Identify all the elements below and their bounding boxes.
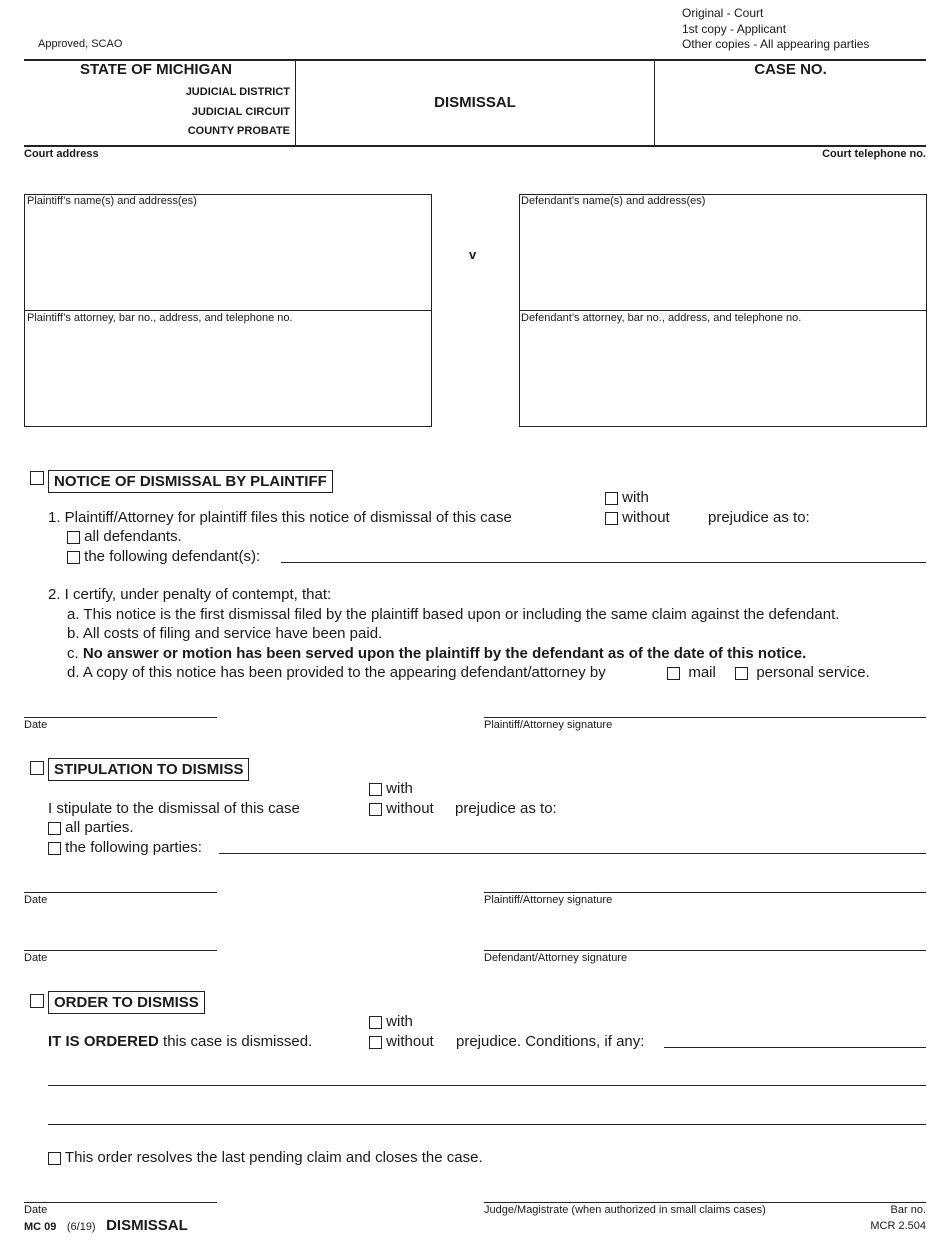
without-checkbox[interactable]: [605, 512, 618, 525]
order-prejudice-label: prejudice. Conditions, if any:: [456, 1033, 645, 1050]
order-checkbox[interactable]: [30, 994, 44, 1008]
certify-b: [67, 625, 382, 642]
court-type: COUNTY PROBATE: [187, 125, 290, 137]
following-defendants-field[interactable]: [281, 562, 926, 563]
following-parties-label: the following parties:: [65, 839, 202, 856]
notice-section-title: NOTICE OF DISMISSAL BY PLAINTIFF: [48, 470, 333, 493]
stip-plaintiff-signature-label: Plaintiff/Attorney signature: [484, 894, 613, 906]
notice-date-label: Date: [24, 719, 48, 731]
copy-distribution: [682, 6, 869, 53]
court-type-list: [100, 83, 290, 142]
form-title: DISMISSAL: [434, 94, 516, 111]
defendant-box-divider: [519, 310, 927, 311]
letter-b: b.: [67, 625, 80, 642]
with-checkbox[interactable]: [369, 783, 382, 796]
stipulation-text: I stipulate to the dismissal of this case: [48, 800, 300, 817]
certify-d: [67, 664, 606, 681]
stip-plaintiff-signature-field[interactable]: [484, 892, 926, 893]
notice-checkbox[interactable]: [30, 471, 44, 485]
notice-with-option[interactable]: [605, 489, 649, 506]
with-checkbox[interactable]: [605, 492, 618, 505]
closes-case-checkbox[interactable]: [48, 1152, 61, 1165]
certify-a: [67, 606, 839, 623]
order-with-option[interactable]: [369, 1013, 413, 1030]
stip-date-field-1[interactable]: [24, 892, 217, 893]
order-date-label: Date: [24, 1204, 48, 1216]
judge-signature-label: Judge/Magistrate (when authorized in small claims cases): [484, 1204, 766, 1216]
court-address-label: Court address: [24, 148, 99, 160]
order-without-option[interactable]: [369, 1033, 434, 1050]
stip-defendant-signature-label: Defendant/Attorney signature: [484, 952, 628, 964]
all-parties-checkbox[interactable]: [48, 822, 61, 835]
judge-signature-field[interactable]: [484, 1202, 926, 1203]
case-no-label: CASE NO.: [754, 61, 827, 78]
letter-c: c.: [67, 645, 79, 662]
plaintiff-name-label: Plaintiff’s name(s) and address(es): [27, 195, 197, 207]
following-defendants-option[interactable]: [67, 548, 260, 565]
footer-title: DISMISSAL: [106, 1217, 188, 1234]
stip-date-field-2[interactable]: [24, 950, 217, 951]
certify-d-text: A copy of this notice has been provided to the appearing defendant/attorney by: [82, 664, 606, 681]
letter-a: a.: [67, 606, 80, 623]
notice-item-2: 2. I certify, under penalty of contempt, that:: [48, 586, 332, 603]
defendant-attorney-label: Defendant’s attorney, bar no., address, and telephone no.: [521, 312, 802, 324]
all-defendants-option[interactable]: [67, 528, 182, 545]
following-defendants-label: the following defendant(s):: [84, 548, 261, 565]
stip-with-option[interactable]: [369, 780, 413, 797]
personal-service-label: personal service.: [756, 664, 870, 681]
following-defendants-checkbox[interactable]: [67, 551, 80, 564]
copy-line: 1st copy - Applicant: [682, 21, 787, 36]
with-label: with: [386, 780, 413, 797]
court-rule: MCR 2.504: [870, 1220, 926, 1232]
without-label: without: [386, 800, 434, 817]
without-checkbox[interactable]: [369, 1036, 382, 1049]
notice-item-1: 1. Plaintiff/Attorney for plaintiff files this notice of dismissal of this case: [48, 509, 512, 526]
without-checkbox[interactable]: [369, 803, 382, 816]
conditions-field-line-3[interactable]: [48, 1124, 926, 1125]
mail-option[interactable]: [667, 664, 716, 681]
order-section-title: ORDER TO DISMISS: [48, 991, 205, 1014]
with-label: with: [622, 489, 649, 506]
following-parties-field[interactable]: [219, 853, 926, 854]
form-revision: (6/19): [66, 1221, 96, 1233]
all-defendants-checkbox[interactable]: [67, 531, 80, 544]
plaintiff-attorney-label: Plaintiff’s attorney, bar no., address, and telephone no.: [27, 312, 293, 324]
defendant-name-label: Defendant’s name(s) and address(es): [521, 195, 706, 207]
conditions-field-line-2[interactable]: [48, 1085, 926, 1086]
stipulation-section-title: STIPULATION TO DISMISS: [48, 758, 249, 781]
mail-checkbox[interactable]: [667, 667, 680, 680]
stip-date-label-1: Date: [24, 894, 48, 906]
without-label: without: [386, 1033, 434, 1050]
certify-b-text: All costs of filing and service have been paid.: [82, 625, 383, 642]
stip-defendant-signature-field[interactable]: [484, 950, 926, 951]
all-defendants-label: all defendants.: [84, 528, 182, 545]
approved-label: Approved, SCAO: [38, 38, 123, 50]
ordered-bold: IT IS ORDERED: [48, 1033, 159, 1050]
personal-service-checkbox[interactable]: [735, 667, 748, 680]
personal-service-option[interactable]: [735, 664, 870, 681]
all-parties-option[interactable]: [48, 819, 134, 836]
notice-without-option[interactable]: [605, 509, 670, 526]
certify-a-text: This notice is the first dismissal filed by the plaintiff based upon or including the same claim against the defendant.: [83, 606, 840, 623]
stipulation-checkbox[interactable]: [30, 761, 44, 775]
order-date-field[interactable]: [24, 1202, 217, 1203]
certify-c: [67, 645, 806, 662]
form-number: MC 09: [24, 1221, 57, 1233]
certify-c-text: No answer or motion has been served upon the plaintiff by the defendant as of the date of this notice.: [82, 645, 807, 662]
bar-no-label: Bar no.: [890, 1204, 926, 1216]
closes-case-option[interactable]: [48, 1149, 483, 1166]
all-parties-label: all parties.: [65, 819, 134, 836]
stip-without-option[interactable]: [369, 800, 434, 817]
order-statement: [48, 1033, 312, 1050]
mail-label: mail: [688, 664, 716, 681]
notice-prejudice-label: prejudice as to:: [708, 509, 810, 526]
conditions-field[interactable]: [664, 1047, 926, 1048]
form-footer: [24, 1217, 188, 1235]
copy-line: Original - Court: [682, 6, 764, 20]
following-parties-option[interactable]: [48, 839, 202, 856]
with-label: with: [386, 1013, 413, 1030]
following-parties-checkbox[interactable]: [48, 842, 61, 855]
ordered-rest: this case is dismissed.: [158, 1033, 313, 1050]
court-type: JUDICIAL DISTRICT: [185, 86, 290, 98]
letter-d: d.: [67, 664, 80, 681]
plaintiff-box-divider: [24, 310, 432, 311]
notice-signature-field[interactable]: [484, 717, 926, 718]
copy-line: Other copies - All appearing parties: [682, 37, 870, 51]
header-bottom-rule: [24, 145, 926, 147]
stip-date-label-2: Date: [24, 952, 48, 964]
state-title: STATE OF MICHIGAN: [80, 61, 232, 78]
without-label: without: [622, 509, 670, 526]
notice-date-field[interactable]: [24, 717, 217, 718]
with-checkbox[interactable]: [369, 1016, 382, 1029]
versus-label: v: [469, 247, 477, 262]
court-phone-label: Court telephone no.: [822, 148, 926, 160]
closes-case-label: This order resolves the last pending claim and closes the case.: [64, 1149, 483, 1166]
court-type: JUDICIAL CIRCUIT: [191, 105, 290, 118]
stip-prejudice-label: prejudice as to:: [455, 800, 557, 817]
notice-signature-label: Plaintiff/Attorney signature: [484, 719, 613, 731]
